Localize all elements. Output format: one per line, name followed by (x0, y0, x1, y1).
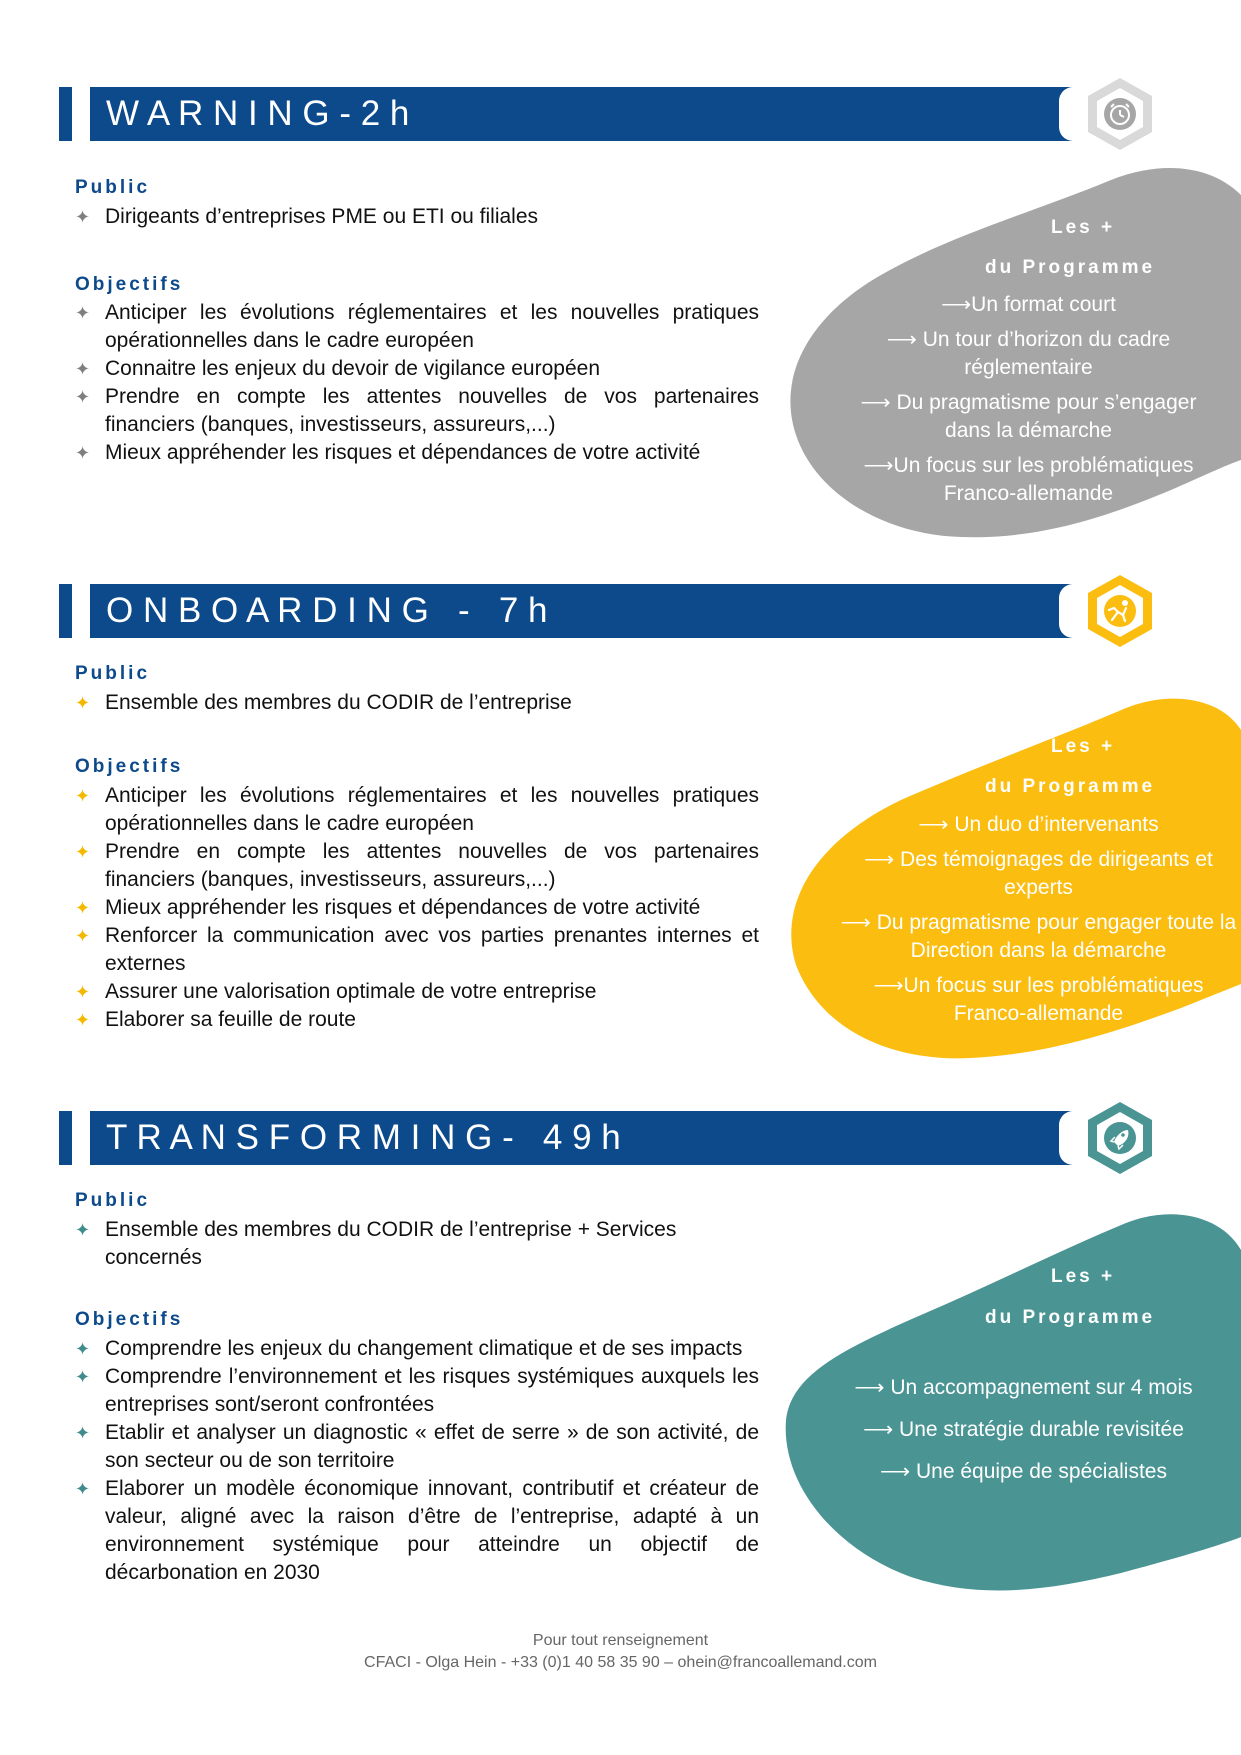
public-list (75, 203, 759, 231)
star-bullet-icon: ✦ (75, 359, 91, 379)
plus-subtitle: du Programme (985, 1307, 1156, 1328)
star-bullet-icon: ✦ (75, 303, 91, 323)
star-bullet-icon: ✦ (75, 1339, 91, 1359)
star-bullet-icon: ✦ (75, 982, 91, 1002)
plus-item: ⟶ Une stratégie durable revisitée (863, 1418, 1184, 1441)
public-label: Public (75, 663, 151, 684)
star-bullet-icon: ✦ (75, 898, 91, 918)
rocket-icon (1082, 1100, 1158, 1181)
star-bullet-icon: ✦ (75, 1367, 91, 1387)
star-bullet-icon: ✦ (75, 926, 91, 946)
public-list (75, 689, 759, 717)
list-item: ✦ Anticiper les évolutions réglementaires et les nouvelles pratiques opérationnelles dans le cadre européen (75, 301, 759, 352)
programme-highlights (781, 690, 1241, 1065)
plus-item: ⟶ Des témoignages de dirigeants et experts (864, 848, 1213, 899)
list-item: ✦ Etablir et analyser un diagnostic « effet de serre » de son activité, de son secteur ou de son territoire (75, 1421, 759, 1472)
alarm-clock-icon (1082, 76, 1158, 157)
plus-item: ⟶Un focus sur les problématiques Franco-allemande (873, 974, 1204, 1025)
plus-subtitle: du Programme (985, 257, 1156, 278)
list-item: ✦ Comprendre les enjeux du changement climatique et de ses impacts (75, 1335, 759, 1363)
section-header (90, 584, 1072, 638)
section-header (90, 87, 1072, 141)
list-item: ✦ Ensemble des membres du CODIR de l’entreprise (75, 689, 759, 717)
list-item: ✦ Connaitre les enjeux du devoir de vigilance européen (75, 355, 759, 383)
plus-item: ⟶ Du pragmatisme pour s’engager dans la démarche (860, 391, 1197, 442)
plus-item: ⟶ Du pragmatisme pour engager toute la Direction dans la démarche (840, 911, 1237, 962)
plus-item: ⟶ Un duo d’intervenants (918, 813, 1159, 836)
footer-contact: CFACI - Olga Hein - +33 (0)1 40 58 35 90 – ohein@francoallemand.com (364, 1654, 877, 1671)
star-bullet-icon: ✦ (75, 1423, 91, 1443)
list-item: ✦ Renforcer la communication avec vos parties prenantes internes et externes (75, 924, 759, 975)
list-item: ✦ Ensemble des membres du CODIR de l’entreprise + Services concernés (75, 1218, 677, 1269)
plus-title: Les + (1051, 217, 1116, 238)
objectifs-label: Objectifs (75, 756, 184, 777)
star-bullet-icon: ✦ (75, 786, 91, 806)
runner-icon (1082, 573, 1158, 654)
public-label: Public (75, 177, 151, 198)
public-list (75, 1216, 715, 1272)
plus-list (836, 291, 1221, 515)
star-bullet-icon: ✦ (75, 842, 91, 862)
programme-highlights (781, 165, 1241, 540)
star-bullet-icon: ✦ (75, 207, 91, 227)
plus-title: Les + (1051, 1266, 1116, 1287)
star-bullet-icon: ✦ (75, 1479, 91, 1499)
plus-list (836, 811, 1241, 1035)
list-item: ✦ Anticiper les évolutions réglementaires et les nouvelles pratiques opérationnelles dans le cadre européen (75, 784, 759, 835)
list-item: ✦ Mieux appréhender les risques et dépendances de votre activité (75, 439, 759, 467)
public-label: Public (75, 1190, 151, 1211)
star-bullet-icon: ✦ (75, 443, 91, 463)
objectifs-label: Objectifs (75, 274, 184, 295)
star-bullet-icon: ✦ (75, 1010, 91, 1030)
header-accent (59, 1111, 72, 1165)
list-item: ✦ Comprendre l’environnement et les risques systémiques auxquels les entreprises sont/seront confrontées (75, 1365, 759, 1416)
plus-item: ⟶Un focus sur les problématiques Franco-allemande (863, 454, 1194, 505)
list-item: ✦ Prendre en compte les attentes nouvelles de vos partenaires financiers (banques, investisseurs, assureurs,...) (75, 385, 759, 436)
plus-list (821, 1373, 1226, 1494)
section-title: O N B O A R D I N G - 7 h (106, 591, 548, 630)
objectifs-list (75, 299, 759, 467)
list-item: ✦ Dirigeants d’entreprises PME ou ETI ou filiales (75, 203, 759, 231)
footer-line-1: Pour tout renseignement (532, 1632, 709, 1649)
list-item: ✦ Mieux appréhender les risques et dépendances de votre activité (75, 894, 759, 922)
list-item: ✦ Assurer une valorisation optimale de votre entreprise (75, 978, 759, 1006)
plus-item: ⟶ Un tour d’horizon du cadre réglementaire (886, 328, 1171, 379)
section-title: W A R N I N G - 2 h (106, 94, 410, 133)
footer (0, 1630, 1241, 1674)
list-item: ✦ Elaborer sa feuille de route (75, 1006, 759, 1034)
plus-subtitle: du Programme (985, 776, 1156, 797)
header-accent (59, 87, 72, 141)
objectifs-label: Objectifs (75, 1309, 184, 1330)
star-bullet-icon: ✦ (75, 693, 91, 713)
section-header (90, 1111, 1072, 1165)
section-title: T R A N S F O R M I N G - 4 9 h (106, 1118, 621, 1157)
list-item: ✦ Elaborer un modèle économique innovant, contributif et créateur de valeur, aligné avec la raison d’être de l’entreprise, adapté à un environnement systémique pour atteindre un objectif de décarbonation en 2030 (75, 1477, 759, 1584)
star-bullet-icon: ✦ (75, 1220, 91, 1240)
plus-item: ⟶ Une équipe de spécialistes (880, 1460, 1167, 1483)
objectifs-list (75, 1335, 759, 1587)
plus-item: ⟶Un format court (941, 293, 1116, 316)
header-accent (59, 584, 72, 638)
objectifs-list (75, 782, 759, 1034)
star-bullet-icon: ✦ (75, 387, 91, 407)
plus-title: Les + (1051, 736, 1116, 757)
programme-highlights (781, 1205, 1241, 1600)
plus-item: ⟶ Un accompagnement sur 4 mois (854, 1376, 1193, 1399)
list-item: ✦ Prendre en compte les attentes nouvelles de vos partenaires financiers (banques, investisseurs, assureurs,...) (75, 840, 759, 891)
